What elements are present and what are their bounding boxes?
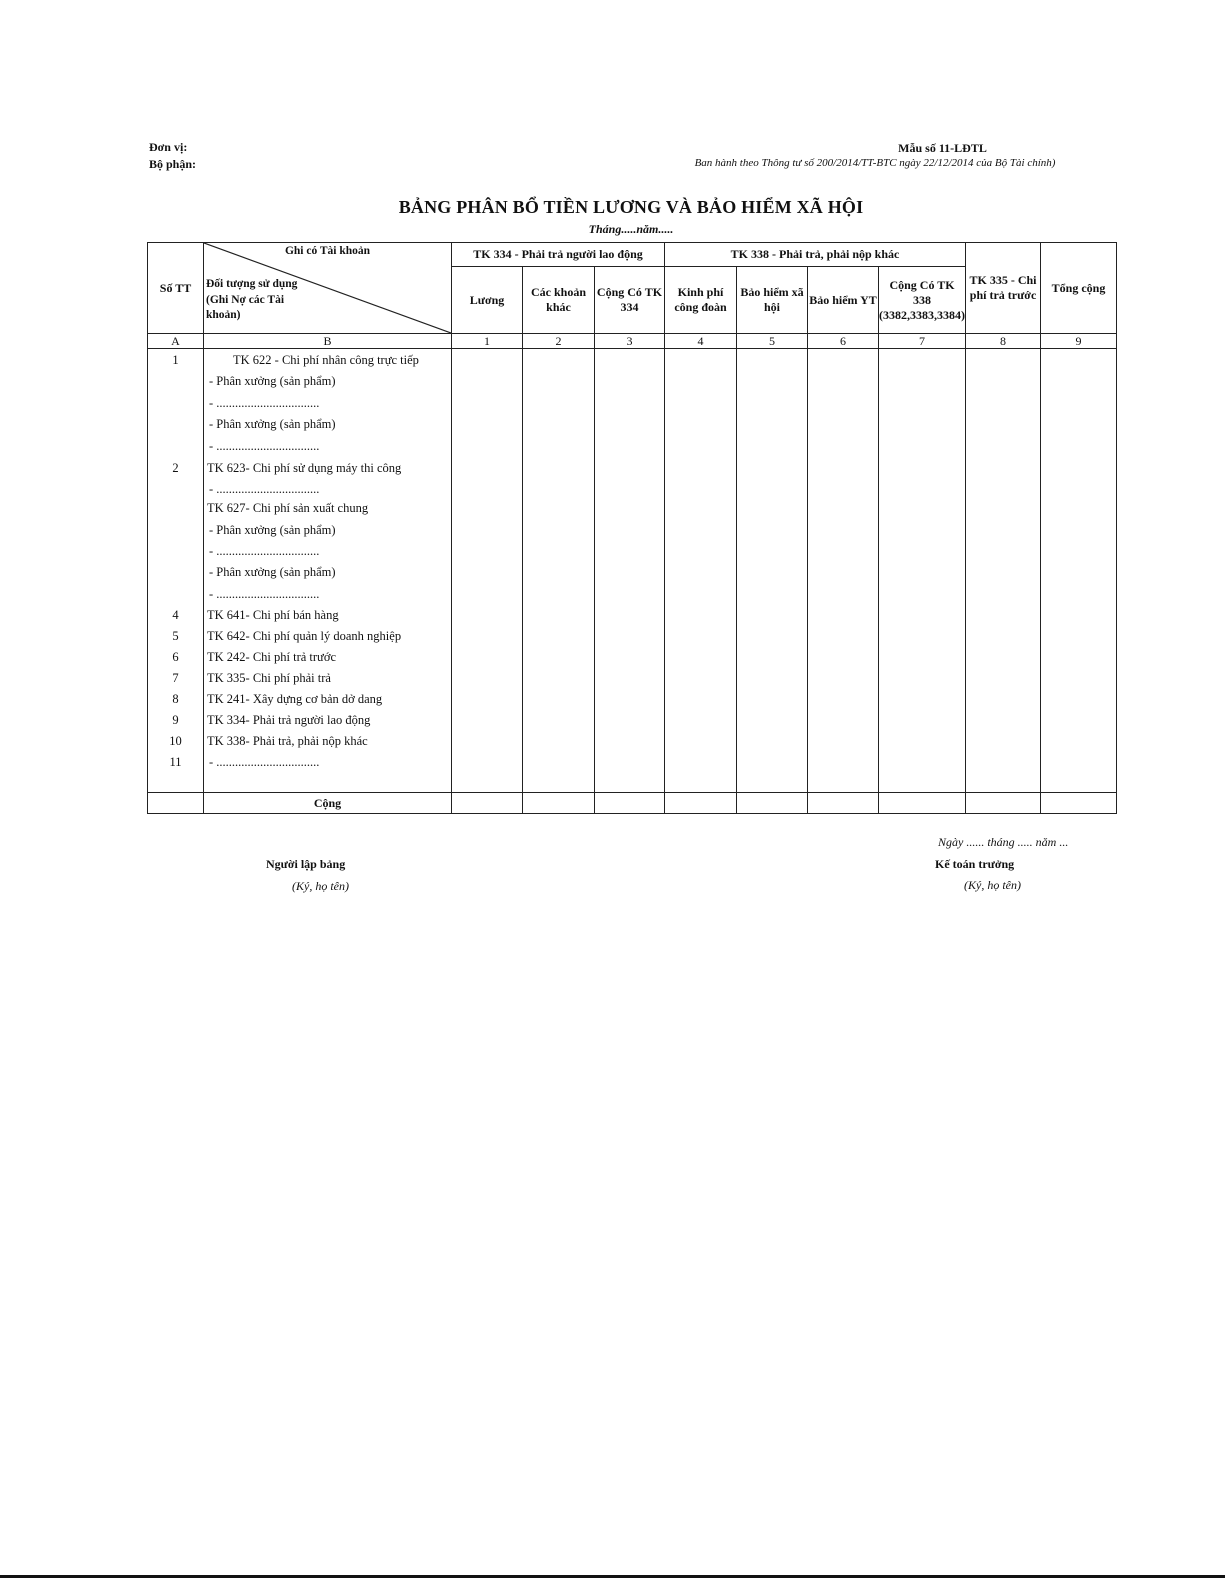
row-object-label: TK 622 - Chi phí nhân công trực tiếp [233, 353, 419, 367]
total-label: Cộng [204, 793, 452, 814]
row-object-label: TK 338- Phải trả, phải nộp khác [207, 734, 368, 748]
document-title: BẢNG PHÂN BỔ TIỀN LƯƠNG VÀ BẢO HIỂM XÃ HỘI [398, 197, 864, 217]
row-stt: 9 [172, 713, 179, 727]
row-object-label: - ................................. [209, 396, 320, 410]
row-object-label: - ................................. [209, 755, 320, 769]
index-cell: 7 [879, 334, 966, 349]
row-stt [148, 371, 203, 392]
row-object-label: - ................................. [209, 482, 320, 496]
row-stt [148, 541, 203, 562]
row-object-label: - ................................. [209, 439, 320, 453]
row-object-label: - Phân xưởng (sản phẩm) [209, 565, 336, 579]
total-row [148, 793, 1117, 814]
total-cell-5[interactable] [737, 793, 808, 814]
row-object-label: TK 623- Chi phí sử dụng máy thi công [207, 461, 402, 475]
sub-header-kpcd: Kinh phí công đoàn [665, 267, 737, 334]
index-cell: 6 [808, 334, 879, 349]
circular-reference: Ban hành theo Thông tư số 200/2014/TT-BTC ngày 22/12/2014 của Bộ Tài chính) [694, 157, 1056, 169]
total-cell-4[interactable] [665, 793, 737, 814]
col-335-header: TK 335 - Chi phí trả trước [966, 243, 1041, 334]
row-stt: 1 [172, 353, 179, 367]
row-stt: 6 [172, 650, 179, 664]
row-stt: 10 [169, 734, 182, 748]
index-cell: B [204, 334, 452, 349]
row-stt: 5 [172, 629, 179, 643]
index-cell: 3 [595, 334, 665, 349]
total-cell-6[interactable] [808, 793, 879, 814]
index-cell: 1 [452, 334, 523, 349]
index-cell: 8 [966, 334, 1041, 349]
total-cell-9[interactable] [1041, 793, 1117, 814]
amount-cell-5[interactable] [737, 349, 808, 793]
row-stt [148, 520, 203, 541]
row-stt [148, 498, 203, 519]
preparer-note: (Ký, họ tên) [292, 879, 349, 893]
row-object-label: TK 241- Xây dựng cơ bản dở dang [207, 692, 383, 706]
diagonal-header-cell [204, 243, 452, 334]
total-cell-8[interactable] [966, 793, 1041, 814]
amount-cell-6[interactable] [808, 349, 879, 793]
diag-header-top: Ghi có Tài khoản [284, 245, 371, 257]
index-cell: 2 [523, 334, 595, 349]
row-object-label: TK 641- Chi phí bán hàng [207, 608, 339, 622]
index-row [148, 334, 1117, 349]
row-stt [148, 393, 203, 414]
amount-cell-9[interactable] [1041, 349, 1117, 793]
row-stt: 11 [169, 755, 182, 769]
amount-cell-7[interactable] [879, 349, 966, 793]
row-object-label: TK 334- Phải trả người lao động [207, 713, 371, 727]
allocation-table [147, 242, 1117, 814]
signature-date: Ngày ...... tháng ..... năm ... [938, 835, 1069, 849]
sub-header-khoan-khac: Các khoản khác [523, 267, 595, 334]
row-stt [148, 479, 203, 500]
sub-header-cong-334: Cộng Có TK 334 [595, 267, 665, 334]
object-column-body [204, 349, 452, 793]
amount-cell-3[interactable] [595, 349, 665, 793]
amount-cell-4[interactable] [665, 349, 737, 793]
row-object-label: TK 335- Chi phí phải trả [207, 671, 331, 685]
row-stt: 2 [172, 461, 179, 475]
index-cell: 9 [1041, 334, 1117, 349]
col-total-header: Tổng cộng [1041, 243, 1117, 334]
row-object-label: - Phân xưởng (sản phẩm) [209, 523, 336, 537]
period-line: Tháng.....năm..... [588, 222, 674, 236]
row-stt [148, 436, 203, 457]
sub-header-luong: Lương [452, 267, 523, 334]
group-header-338: TK 338 - Phải trả, phải nộp khác [665, 243, 966, 267]
row-stt [148, 414, 203, 435]
row-object-label: - ................................. [209, 587, 320, 601]
sub-header-bhyt: Bảo hiểm YT [808, 267, 879, 334]
total-stt-cell [148, 793, 204, 814]
diag-header-bottom: Đối tượng sử dụng (Ghi Nợ các Tài khoản) [206, 278, 298, 322]
bottom-rule [0, 1575, 1225, 1578]
sub-header-bhxh: Bảo hiểm xã hội [737, 267, 808, 334]
row-object-label: - ................................. [209, 544, 320, 558]
total-cell-3[interactable] [595, 793, 665, 814]
chief-accountant-title: Kế toán trưởng [935, 857, 1015, 871]
amount-cell-2[interactable] [523, 349, 595, 793]
row-object-label: TK 642- Chi phí quản lý doanh nghiệp [207, 629, 402, 643]
form-code: Mẫu số 11-LĐTL [898, 141, 987, 155]
stt-column-body [148, 349, 204, 793]
preparer-title: Người lập bảng [266, 857, 346, 871]
row-stt: 4 [172, 608, 179, 622]
amount-cell-1[interactable] [452, 349, 523, 793]
index-cell: A [148, 334, 204, 349]
row-stt: 7 [172, 671, 179, 685]
index-cell: 4 [665, 334, 737, 349]
body-row [148, 349, 1117, 793]
index-cell: 5 [737, 334, 808, 349]
row-stt [148, 584, 203, 605]
row-object-label: - Phân xưởng (sản phẩm) [209, 417, 336, 431]
amount-cell-8[interactable] [966, 349, 1041, 793]
group-header-334: TK 334 - Phải trả người lao động [452, 243, 665, 267]
total-cell-2[interactable] [523, 793, 595, 814]
unit-label: Đơn vị: [149, 140, 188, 154]
row-object-label: - Phân xưởng (sản phẩm) [209, 374, 336, 388]
row-object-label: TK 627- Chi phí sản xuất chung [207, 501, 369, 515]
col-stt-header: Số TT [148, 243, 204, 334]
sub-header-cong-338: Cộng Có TK 338 (3382,3383,3384) [879, 267, 966, 334]
row-stt [148, 562, 203, 583]
total-cell-7[interactable] [879, 793, 966, 814]
row-stt: 8 [172, 692, 179, 706]
department-label: Bộ phận: [149, 157, 197, 171]
total-cell-1[interactable] [452, 793, 523, 814]
row-object-label: TK 242- Chi phí trả trước [207, 650, 336, 664]
chief-accountant-note: (Ký, họ tên) [964, 878, 1021, 892]
